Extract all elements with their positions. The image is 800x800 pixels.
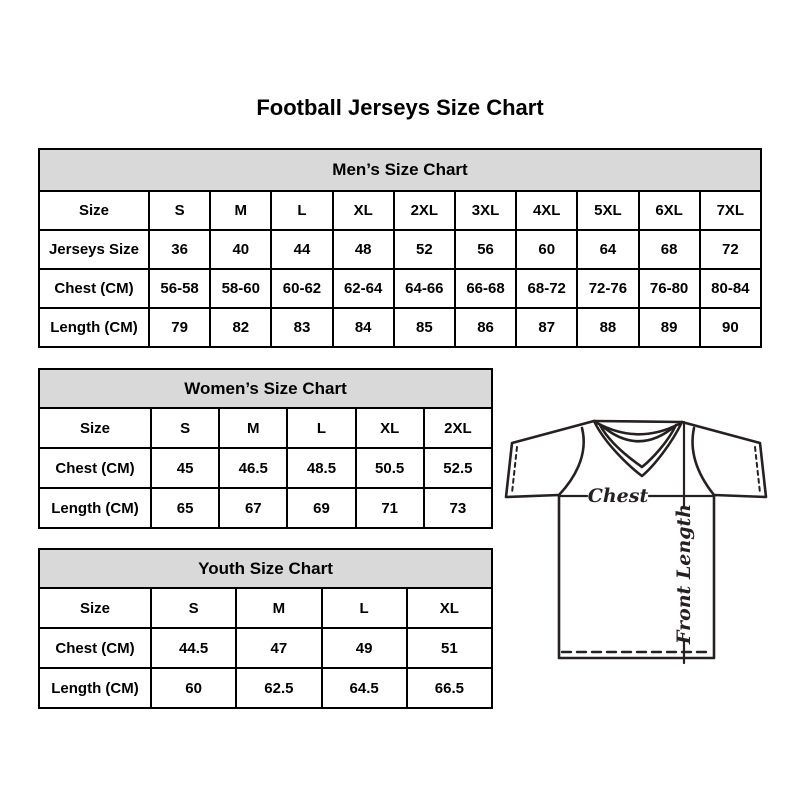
cell: 64-66: [394, 269, 455, 308]
cell: 56-58: [149, 269, 210, 308]
women-row-length-cm: [39, 488, 492, 528]
cell: L: [322, 588, 407, 628]
cell: 44.5: [151, 628, 236, 668]
cell: 67: [219, 488, 287, 528]
cell: 64.5: [322, 668, 407, 708]
cell: S: [151, 588, 236, 628]
cell: 3XL: [455, 191, 516, 230]
cell: M: [210, 191, 271, 230]
cell: 69: [287, 488, 355, 528]
cell: 90: [700, 308, 761, 347]
row-label: Size: [39, 408, 151, 448]
cell: 89: [639, 308, 700, 347]
cell: S: [149, 191, 210, 230]
cell: 47: [236, 628, 321, 668]
row-label: Jerseys Size: [39, 230, 149, 269]
cell: 48.5: [287, 448, 355, 488]
row-label: Length (CM): [39, 668, 151, 708]
mens-size-table: [38, 148, 762, 348]
cell: M: [219, 408, 287, 448]
cell: 2XL: [394, 191, 455, 230]
cell: 76-80: [639, 269, 700, 308]
front-length-label: Front Length: [673, 503, 695, 645]
womens-size-table: [38, 368, 493, 529]
men-row-size: [39, 191, 761, 230]
cell: 88: [577, 308, 638, 347]
cell: XL: [333, 191, 394, 230]
cell: 51: [407, 628, 492, 668]
cell: 2XL: [424, 408, 492, 448]
cell: 36: [149, 230, 210, 269]
cell: 62.5: [236, 668, 321, 708]
cell: 4XL: [516, 191, 577, 230]
cell: L: [271, 191, 332, 230]
cell: L: [287, 408, 355, 448]
men-table-header-row: [39, 149, 761, 191]
cell: 84: [333, 308, 394, 347]
row-label: Length (CM): [39, 308, 149, 347]
cell: 52.5: [424, 448, 492, 488]
women-row-chest-cm: [39, 448, 492, 488]
cell: XL: [356, 408, 424, 448]
youth-size-table: [38, 548, 493, 709]
cell: 62-64: [333, 269, 394, 308]
cell: 48: [333, 230, 394, 269]
cell: 5XL: [577, 191, 638, 230]
youth-row-chest-cm: [39, 628, 492, 668]
cell: 80-84: [700, 269, 761, 308]
jersey-collar-top: [594, 421, 682, 422]
cell: 40: [210, 230, 271, 269]
cell: 44: [271, 230, 332, 269]
cell: 66.5: [407, 668, 492, 708]
cell: 58-60: [210, 269, 271, 308]
cell: 87: [516, 308, 577, 347]
row-label: Size: [39, 588, 151, 628]
cell: 52: [394, 230, 455, 269]
jersey-cuff-dash-right: [755, 447, 760, 493]
chest-label: Chest: [587, 485, 649, 507]
youth-table-header-row: [39, 549, 492, 588]
cell: 49: [322, 628, 407, 668]
cell: 7XL: [700, 191, 761, 230]
jersey-cuff-dash-left: [512, 447, 517, 493]
cell: 72-76: [577, 269, 638, 308]
jersey-armhole-right: [693, 428, 714, 495]
row-label: Chest (CM): [39, 269, 149, 308]
women-row-size: [39, 408, 492, 448]
cell: 72: [700, 230, 761, 269]
cell: 56: [455, 230, 516, 269]
cell: 86: [455, 308, 516, 347]
cell: 60: [151, 668, 236, 708]
women-table-title: Women’s Size Chart: [39, 369, 492, 408]
cell: 50.5: [356, 448, 424, 488]
row-label: Length (CM): [39, 488, 151, 528]
jersey-armhole-left: [559, 428, 584, 495]
cell: 82: [210, 308, 271, 347]
jersey-measurement-diagram: [502, 412, 770, 670]
cell: 60: [516, 230, 577, 269]
cell: M: [236, 588, 321, 628]
cell: 71: [356, 488, 424, 528]
cell: S: [151, 408, 219, 448]
cell: 68: [639, 230, 700, 269]
cell: 79: [149, 308, 210, 347]
jersey-outline-icon: [502, 412, 770, 670]
men-row-chest-cm: [39, 269, 761, 308]
cell: 65: [151, 488, 219, 528]
cell: 46.5: [219, 448, 287, 488]
row-label: Chest (CM): [39, 628, 151, 668]
men-table-title: Men’s Size Chart: [39, 149, 761, 191]
cell: 60-62: [271, 269, 332, 308]
row-label: Chest (CM): [39, 448, 151, 488]
men-row-length-cm: [39, 308, 761, 347]
cell: 6XL: [639, 191, 700, 230]
cell: 68-72: [516, 269, 577, 308]
jersey-body-outline: [506, 421, 766, 658]
cell: 64: [577, 230, 638, 269]
cell: XL: [407, 588, 492, 628]
women-table-header-row: [39, 369, 492, 408]
youth-row-length-cm: [39, 668, 492, 708]
cell: 45: [151, 448, 219, 488]
cell: 66-68: [455, 269, 516, 308]
men-row-jerseys-size: [39, 230, 761, 269]
page-title: Football Jerseys Size Chart: [256, 95, 544, 120]
cell: 83: [271, 308, 332, 347]
youth-table-title: Youth Size Chart: [39, 549, 492, 588]
row-label: Size: [39, 191, 149, 230]
youth-row-size: [39, 588, 492, 628]
cell: 85: [394, 308, 455, 347]
cell: 73: [424, 488, 492, 528]
